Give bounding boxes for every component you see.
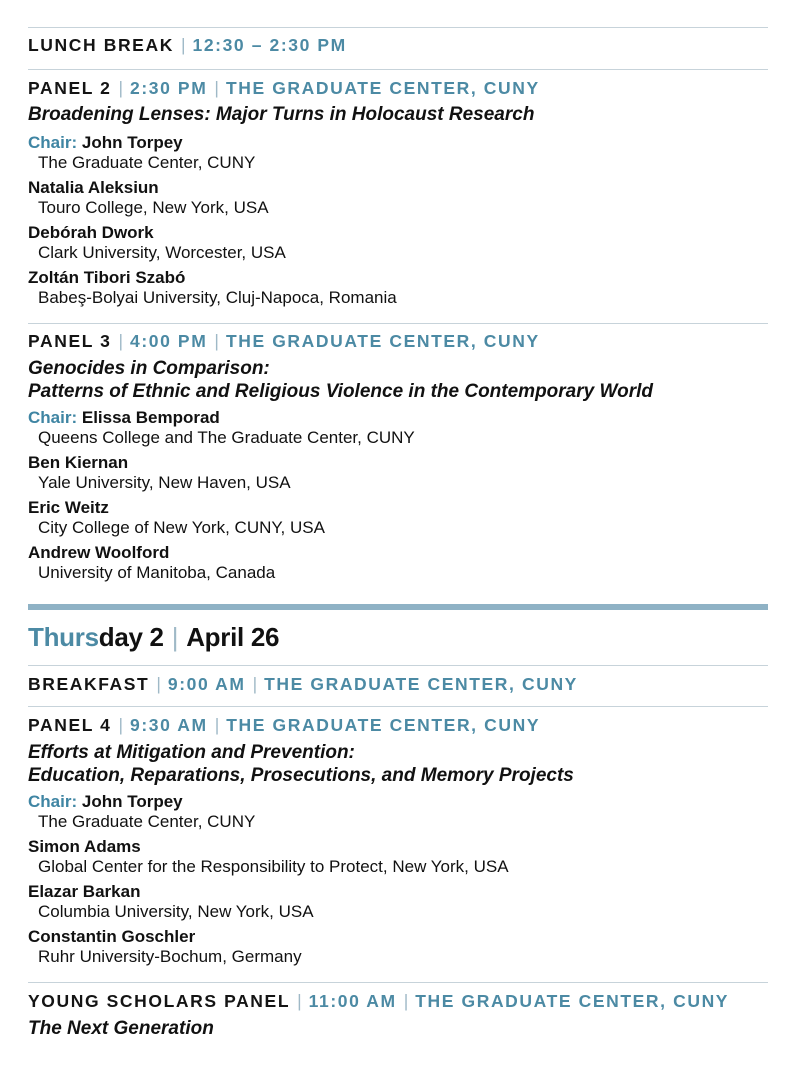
separator: |: [180, 35, 186, 55]
divider: [28, 665, 768, 666]
young-scholars-time: 11:00 AM: [308, 991, 397, 1011]
panel3-venue: THE GRADUATE CENTER, CUNY: [225, 331, 540, 351]
separator: |: [118, 331, 124, 351]
panel3-time: 4:00 PM: [130, 331, 208, 351]
separator: |: [403, 991, 409, 1011]
speaker-name: Eric Weitz: [28, 498, 109, 517]
panel4-time: 9:30 AM: [130, 715, 208, 735]
chair-line: [28, 133, 768, 153]
speaker-affiliation: Global Center for the Responsibility to Protect, New York, USA: [38, 857, 509, 876]
panel3-title-line2: Patterns of Ethnic and Religious Violence in the Contemporary World: [28, 381, 653, 402]
panel2-venue: THE GRADUATE CENTER, CUNY: [225, 78, 540, 98]
day-divider: [28, 604, 768, 610]
divider: [28, 706, 768, 707]
divider: [28, 27, 768, 28]
chair-line: [28, 408, 768, 428]
separator: |: [214, 78, 219, 98]
panel4-label: PANEL 4: [28, 715, 112, 735]
separator: |: [214, 715, 220, 735]
speaker-affiliation: Yale University, New Haven, USA: [38, 473, 291, 492]
panel2-label: PANEL 2: [28, 78, 112, 98]
divider: [28, 69, 768, 70]
divider: [28, 982, 768, 983]
divider: [28, 323, 768, 324]
speaker-name: Zoltán Tibori Szabó: [28, 268, 186, 287]
speaker-name: Natalia Aleksiun: [28, 178, 159, 197]
separator: |: [252, 674, 258, 694]
speaker-affiliation: University of Manitoba, Canada: [38, 563, 276, 582]
chair-label: Chair:: [28, 792, 78, 811]
separator: |: [118, 715, 124, 735]
speaker-name: Constantin Goschler: [28, 927, 196, 946]
lunch-label: LUNCH BREAK: [28, 35, 174, 55]
separator: |: [171, 622, 179, 652]
panel3-label: PANEL 3: [28, 331, 112, 351]
speaker-affiliation: Babeş-Bolyai University, Cluj-Napoca, Romania: [38, 288, 397, 307]
breakfast-time: 9:00 AM: [167, 674, 246, 694]
panel2-title: Broadening Lenses: Major Turns in Holocaust Research: [28, 104, 535, 125]
speaker-name: Debórah Dwork: [28, 223, 154, 242]
panel3-title: [28, 357, 768, 403]
chair-affiliation: The Graduate Center, CUNY: [38, 153, 256, 172]
panel2-participants: [28, 133, 768, 308]
lunch-header: [28, 35, 768, 55]
speaker-affiliation: City College of New York, CUNY, USA: [38, 518, 325, 537]
chair-label: Chair:: [28, 408, 78, 427]
breakfast-label: BREAKFAST: [28, 674, 150, 694]
separator: |: [297, 991, 302, 1011]
speaker-name: Simon Adams: [28, 837, 141, 856]
separator: |: [214, 331, 219, 351]
speaker-affiliation: Columbia University, New York, USA: [38, 902, 314, 921]
panel3-header: [28, 331, 768, 351]
chair-affiliation: Queens College and The Graduate Center, CUNY: [38, 428, 415, 447]
speaker-name: Ben Kiernan: [28, 453, 129, 472]
speaker-affiliation: Touro College, New York, USA: [38, 198, 269, 217]
speaker-name: Andrew Woolford: [28, 543, 170, 562]
breakfast-header: [28, 674, 768, 694]
breakfast-venue: THE GRADUATE CENTER, CUNY: [264, 674, 578, 694]
speaker-affiliation: Ruhr University-Bochum, Germany: [38, 947, 302, 966]
panel2-time: 2:30 PM: [130, 78, 208, 98]
day-name-highlight: Thurs: [28, 622, 99, 652]
lunch-time: 12:30 – 2:30 PM: [192, 35, 347, 55]
chair-label: Chair:: [28, 133, 78, 152]
panel4-title-line2: Education, Reparations, Prosecutions, and Memory Projects: [28, 765, 574, 786]
panel4-header: [28, 715, 768, 735]
young-scholars-header: [28, 991, 768, 1011]
young-scholars-title: The Next Generation: [28, 1018, 214, 1039]
panel4-title: [28, 741, 768, 787]
panel3-title-line1: Genocides in Comparison:: [28, 358, 270, 379]
panel3-participants: [28, 408, 768, 583]
day-name-rest: day 2: [98, 622, 164, 652]
chair-line: [28, 792, 768, 812]
separator: |: [118, 78, 124, 98]
panel2-header: [28, 78, 768, 98]
speaker-affiliation: Clark University, Worcester, USA: [38, 243, 286, 262]
chair-name: John Torpey: [81, 133, 183, 152]
young-scholars-venue: THE GRADUATE CENTER, CUNY: [415, 991, 730, 1011]
young-scholars-label: YOUNG SCHOLARS PANEL: [28, 991, 291, 1011]
day-heading: [28, 622, 768, 652]
separator: |: [156, 674, 161, 694]
panel4-venue: THE GRADUATE CENTER, CUNY: [226, 715, 541, 735]
chair-name: Elissa Bemporad: [81, 408, 220, 427]
day-date: April 26: [186, 622, 280, 652]
chair-affiliation: The Graduate Center, CUNY: [38, 812, 256, 831]
panel4-participants: [28, 792, 768, 967]
panel4-title-line1: Efforts at Mitigation and Prevention:: [28, 742, 355, 763]
chair-name: John Torpey: [81, 792, 183, 811]
speaker-name: Elazar Barkan: [28, 882, 141, 901]
